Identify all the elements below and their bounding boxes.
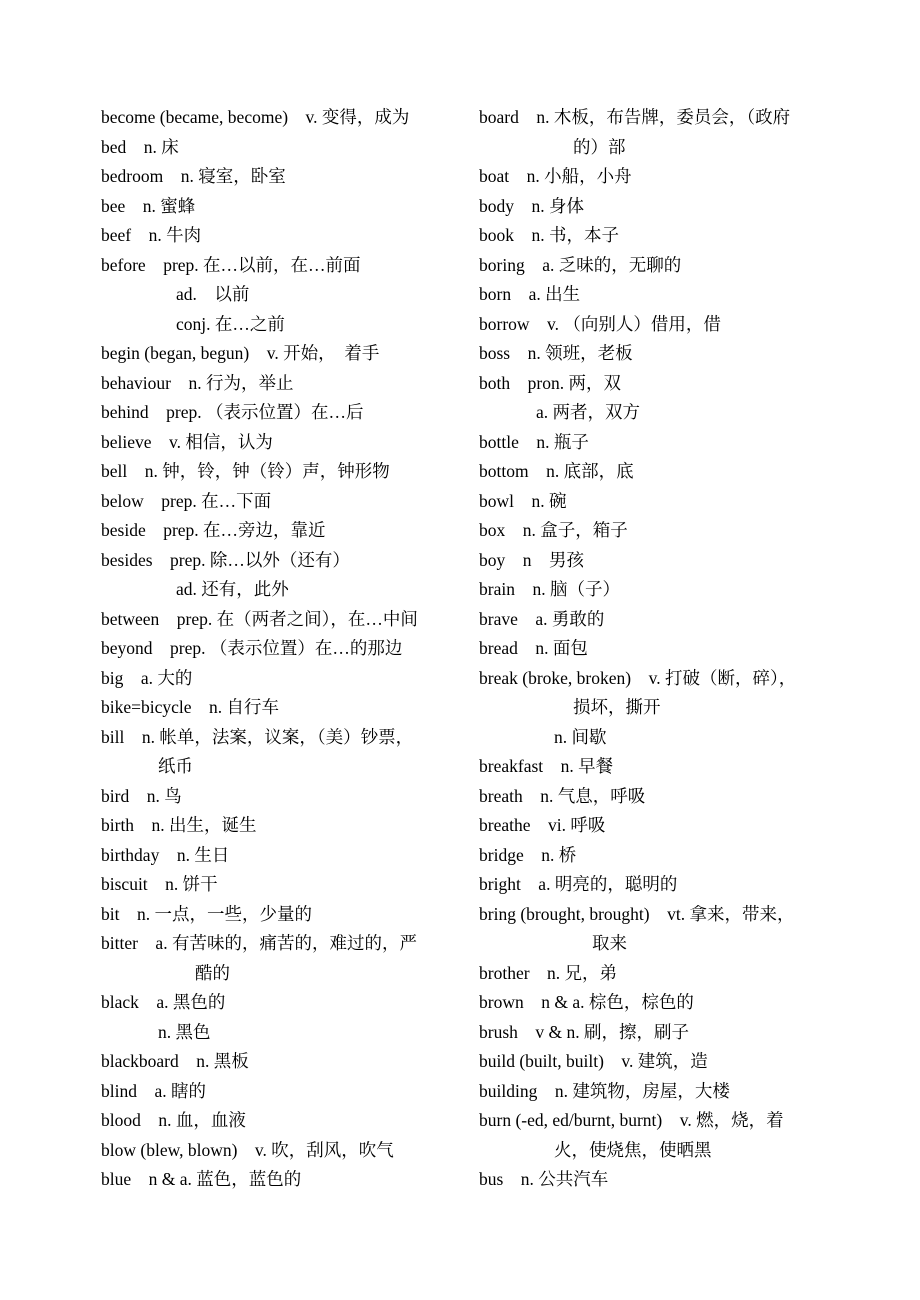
entry-line: a. 两者，双方 xyxy=(536,402,641,422)
entry-line: below prep. 在…下面 xyxy=(101,490,272,511)
entry-line: big a. 大的 xyxy=(101,667,193,688)
entry-line: bell n. 钟，铃，钟（铃）声，钟形物 xyxy=(101,461,390,481)
entry-line: brown n & a. 棕色，棕色的 xyxy=(479,992,694,1012)
entry-line: breath n. 气息，呼吸 xyxy=(479,785,646,806)
entry-line: bright a. 明亮的，聪明的 xyxy=(479,874,678,894)
entry-line: bill n. 帐单，法案，议案，（美）钞票， xyxy=(101,726,414,747)
entry-line: 酷的 xyxy=(195,962,230,983)
entry-line: bit n. 一点，一些，少量的 xyxy=(101,903,312,924)
right-column xyxy=(479,103,839,1195)
entry-line: brush v & n. 刷，擦，刷子 xyxy=(479,1021,689,1042)
entry-line: book n. 书，本子 xyxy=(479,225,619,245)
entry-line: body n. 身体 xyxy=(479,195,584,216)
entry-line: bee n. 蜜蜂 xyxy=(101,195,196,216)
entry-line: blackboard n. 黑板 xyxy=(101,1051,249,1071)
entry-line: besides prep. 除…以外（还有） xyxy=(101,549,350,570)
entry-line: brother n. 兄，弟 xyxy=(479,962,618,983)
entry-line: blind a. 瞎的 xyxy=(101,1080,206,1101)
entry-line: bowl n. 碗 xyxy=(479,490,567,511)
entry-line: board n. 木板，布告牌，委员会，（政府 xyxy=(479,107,791,127)
entry-line: born a. 出生 xyxy=(479,284,581,304)
entry-line: conj. 在…之前 xyxy=(176,313,285,334)
entry-line: 火，使烧焦，使晒黑 xyxy=(554,1139,712,1160)
entry-line: blue n & a. 蓝色，蓝色的 xyxy=(101,1169,302,1189)
entry-line: birth n. 出生，诞生 xyxy=(101,815,257,835)
entry-line: breakfast n. 早餐 xyxy=(479,756,614,776)
entry-line: bridge n. 桥 xyxy=(479,844,577,865)
entry-line: breathe vi. 呼吸 xyxy=(479,815,606,835)
entry-line: boring a. 乏味的，无聊的 xyxy=(479,254,682,275)
entry-line: brain n. 脑（子） xyxy=(479,579,620,599)
entry-line: n. 黑色 xyxy=(158,1021,211,1042)
entry-line: behind prep. （表示位置）在…后 xyxy=(101,402,364,422)
entry-line: between prep. 在（两者之间），在…中间 xyxy=(101,608,418,629)
entry-line: become (became, become) v. 变得，成为 xyxy=(101,107,410,127)
entry-line: begin (began, begun) v. 开始， 着手 xyxy=(101,343,380,363)
entry-line: bread n. 面包 xyxy=(479,638,588,658)
entry-line: break (broke, broken) v. 打破（断，碎）， xyxy=(479,667,797,688)
entry-line: brave a. 勇敢的 xyxy=(479,608,605,629)
entry-line: believe v. 相信，认为 xyxy=(101,431,273,452)
entry-line: blow (blew, blown) v. 吹，刮风，吹气 xyxy=(101,1139,394,1160)
entry-line: behaviour n. 行为，举止 xyxy=(101,372,294,393)
entry-line: before prep. 在…以前，在…前面 xyxy=(101,254,361,275)
entry-line: beyond prep. （表示位置）在…的那边 xyxy=(101,638,403,658)
entry-line: bike=bicycle n. 自行车 xyxy=(101,697,280,717)
entry-line: bird n. 鸟 xyxy=(101,785,182,806)
entry-line: ad. 还有，此外 xyxy=(176,579,289,599)
entry-line: biscuit n. 饼干 xyxy=(101,874,218,894)
entry-line: boat n. 小船，小舟 xyxy=(479,166,632,186)
entry-line: beef n. 牛肉 xyxy=(101,225,202,245)
entry-line: n. 间歇 xyxy=(554,726,607,747)
entry-line: 纸币 xyxy=(158,756,193,776)
entry-line: bottle n. 瓶子 xyxy=(479,431,589,452)
entry-line: black a. 黑色的 xyxy=(101,992,226,1012)
entry-line: 取来 xyxy=(592,933,627,953)
entry-line: build (built, built) v. 建筑，造 xyxy=(479,1051,708,1071)
entry-line: beside prep. 在…旁边，靠近 xyxy=(101,520,326,540)
entry-line: both pron. 两，双 xyxy=(479,372,621,393)
entry-line: building n. 建筑物，房屋，大楼 xyxy=(479,1080,730,1101)
entry-line: bring (brought, brought) vt. 拿来，带来， xyxy=(479,903,795,924)
entry-line: bedroom n. 寝室，卧室 xyxy=(101,166,286,186)
entry-line: 的）部 xyxy=(573,136,626,157)
entry-line: bed n. 床 xyxy=(101,136,179,157)
entry-line: bitter a. 有苦味的，痛苦的，难过的，严 xyxy=(101,933,417,953)
entry-line: blood n. 血，血液 xyxy=(101,1110,246,1130)
left-column xyxy=(101,103,461,1195)
entry-line: boy n 男孩 xyxy=(479,549,584,570)
entry-line: burn (-ed, ed/burnt, burnt) v. 燃，烧，着 xyxy=(479,1110,784,1130)
entry-line: birthday n. 生日 xyxy=(101,844,230,865)
entry-line: bus n. 公共汽车 xyxy=(479,1169,609,1189)
entry-line: borrow v. （向别人）借用，借 xyxy=(479,313,721,334)
entry-line: ad. 以前 xyxy=(176,284,250,304)
entry-line: boss n. 领班，老板 xyxy=(479,343,633,363)
entry-line: box n. 盒子，箱子 xyxy=(479,520,628,540)
entry-line: 损坏，撕开 xyxy=(573,697,661,717)
entry-line: bottom n. 底部，底 xyxy=(479,461,634,481)
